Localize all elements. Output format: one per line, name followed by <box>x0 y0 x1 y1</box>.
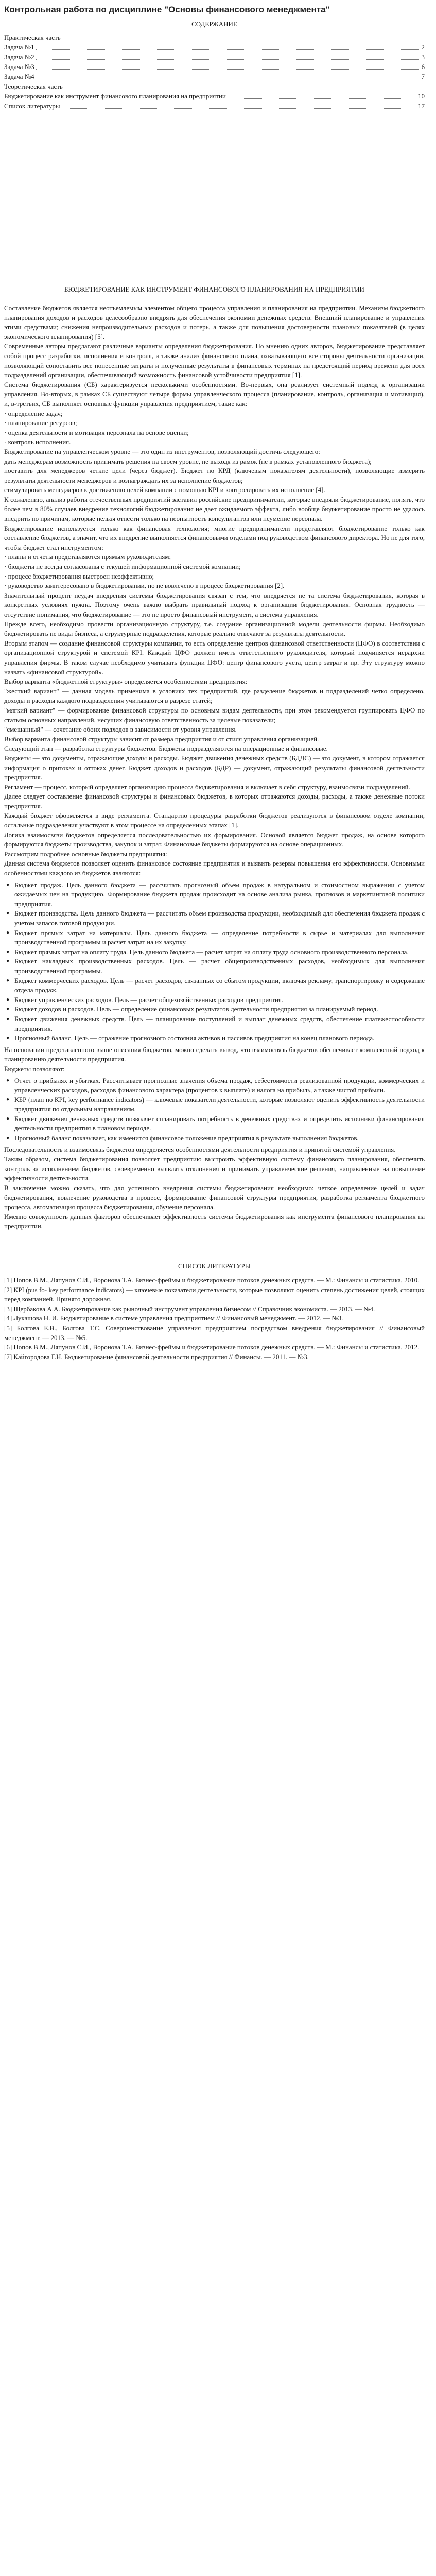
section-title: БЮДЖЕТИРОВАНИЕ КАК ИНСТРУМЕНТ ФИНАНСОВОГО ПЛАНИРОВАНИЯ НА ПРЕДПРИЯТИИ <box>64 285 364 293</box>
toc-item[interactable] <box>4 52 425 62</box>
paragraph: · процесс бюджетирования выстроен неэффективно; <box>4 572 154 580</box>
list-item: ● Прогнозный баланс. Цель — отражение прогнозного состояния активов и пассивов предприятия на конец планового периода. <box>14 1033 425 1043</box>
paragraph: На основании представленного выше описания бюджетов, можно сделать вывод, что взаимосвязь бюджетов обеспечивает комплексный подход к планированию деятельности предприятия. <box>4 1045 425 1063</box>
list-item: ● Бюджет движения денежных средств позволяет спланировать потребность в денежных средствах и определить источники финансирования деятельности предприятия в плановом периоде. <box>14 1114 425 1133</box>
paragraph: Каждый бюджет оформляется в виде регламента. Стандартно процедуры разработки бюджетов реализуются в финансовом отделе компании, остальные подразделения участвуют в этом процессе на определенных этапах [1]. <box>4 811 425 829</box>
paragraph: · планы и отчеты представляются прямым руководителям; <box>4 553 171 561</box>
list-item: ● Бюджет производства. Цель данного бюджета — рассчитать объем производства продукции, необходимый для обеспечения бюджета продаж с учетом запасов готовой продукции. <box>14 909 425 928</box>
toc-item-label: Теоретическая часть <box>4 82 63 90</box>
paragraph: Бюджеты — это документы, отражающие доходы и расходы. Бюджет движения денежных средств (БДДС) — это документ, в котором отражается информация о притоках и оттоках денег. Бюджет доходов и расходов (БДР) — документ, отражающий результаты финансовой деятельности предприятия. <box>4 754 425 782</box>
paragraph: поставить для менеджеров четкие цели (через бюджет). Бюджет по КРД (ключевым показателям деятельности), позволяющие измерить результаты деятельности менеджеров и вознаграждать их за исполнение бюджетов; <box>4 467 425 484</box>
paragraph: · контроль исполнения. <box>4 438 71 446</box>
toc-item-label: Список литературы <box>4 102 60 110</box>
report-list <box>4 1076 425 1143</box>
toc-leader <box>36 49 420 50</box>
paragraph: Следующий этап — разработка структуры бюджетов. Бюджеты подразделяются на операционные и финансовые. <box>4 744 328 753</box>
toc-item[interactable] <box>4 72 425 81</box>
paragraph: Вторым этапом — создание финансовой структуры компании, то есть определение центров финансовой ответственности (ЦФО) в соответствии с организационной структурой и системой КРІ. Каждый ЦФО должен иметь ответственного руководителя, который подчиняется иерархии управления фирмы. В таком случае необходимо учитывать функции ЦФО: центр финансового учета, центр затрат и пр. Эту структуру можно назвать «финансовой структурой». <box>4 639 425 676</box>
paragraph: Бюджеты позволяют: <box>4 1064 65 1073</box>
paragraph: К сожалению, анализ работы отечественных предприятий заставил российские предприниматели, которые внедряли бюджетирование, понять, что более чем в 80% случаев внедрение технологий бюджетирования не дает ожидаемого эффекта, либо вообще бюджетирование просто не удалось внедрить по причинам, которые нельзя отнести только на неопытность консультантов или неумение персонала. <box>4 495 425 523</box>
toc-page-number: 17 <box>418 102 425 110</box>
toc-leader <box>36 69 420 70</box>
paragraph: Выбор варианта «бюджетной структуры» определяется особенностями предприятия: <box>4 677 248 686</box>
paragraph: Значительный процент неудач внедрения системы бюджетирования связан с тем, что внедряется не та система бюджетирования, которая в конкретных условиях нужна. Поэтому очень важно выбрать правильный подход к организации бюджетирования. Основная трудность — отсутствие понимания, что бюджетирование — это не просто финансовый инструмент, а система управления. <box>4 591 425 618</box>
paragraph: "мягкий вариант" — формирование финансовой структуры по основным видам деятельности, при этом рекомендуется группировать ЦФО по статьям основных направлений, несущих финансовую ответственность за целевые показатели; <box>4 706 425 724</box>
list-item: ● Прогнозный баланс показывает, как изменится финансовое положение предприятия в результате выполнения бюджетов. <box>14 1133 425 1143</box>
toc-item-label: Практическая часть <box>4 33 61 41</box>
toc-page-number: 7 <box>421 73 425 80</box>
list-item: ● Бюджет прямых затрат на материалы. Цель данного бюджета — определение потребности в сырье и материалах для выполнения производственной программы и расчет затрат на их закупку. <box>14 928 425 947</box>
literature-item: [7] Кайгородова Г.Н. Бюджетирование финансовой деятельности предприятия // Финансы. — 2011. — №3. <box>4 1352 309 1361</box>
paragraph: · бюджеты не всегда согласованы с текущей информационной системой компании; <box>4 563 241 571</box>
paragraph: · руководство заинтересовано в бюджетировании, но не вовлечено в процесс бюджетирования [2]. <box>4 582 285 590</box>
list-item: ● Бюджет продаж. Цель данного бюджета — рассчитать прогнозный объем продаж в натуральном и стоимостном выражении с учетом ожидаемых цен на продукцию. Формирование бюджета продаж происходит на основе анализа рынка, прогнозов и маркетинговой политики предприятия. <box>14 880 425 909</box>
paragraph: Данная система бюджетов позволяет оценить финансовое состояние предприятия и выявить резервы повышения его эффективности. Основными особенностями каждого из бюджетов являются: <box>4 859 425 877</box>
list-item: ● Бюджет движения денежных средств. Цель — планирование поступлений и выплат денежных средств, обеспечение платежеспособности предприятия. <box>14 1014 425 1033</box>
list-item: ● Бюджет доходов и расходов. Цель — определение финансовых результатов деятельности предприятия за планируемый период. <box>14 1005 425 1014</box>
paragraph: Бюджетирование используется только как финансовая технология; многие предприниматели представляют бюджетирование только как составление бюджетов, а значит, что их внедрение выполняется финансовыми отделами под руководством финансового директора. Но не для того, чтобы бюджет стал инструментом: <box>4 524 425 551</box>
toc-item[interactable] <box>4 101 425 111</box>
paragraph: Далее следует составление финансовой структуры и финансовых бюджетов, в которых отражаются доходы, расходы, а также денежные потоки предприятия. <box>4 792 425 810</box>
toc-item[interactable] <box>4 81 425 91</box>
literature-item: [5] Болгова Е.В., Болгова Т.С. Совершенствование управления предприятием посредством внедрения бюджетирования // Финансовый менеджмент. — 2013. — №5. <box>4 1324 425 1342</box>
table-of-contents <box>4 32 425 111</box>
paragraph: Современные авторы предлагают различные варианты определения бюджетирования. По мнению одних авторов, бюджетирование представляет собой процесс разработки, исполнения и контроля, а также анализ финансового плана, охватывающего все стороны деятельности организации, позволяющий сопоставить все понесенные затраты и полученные результаты в финансовых терминах на предстоящий период времени для всех подразделений организации, обеспечивающий возможность финансовой устойчивости предприятия [1]. <box>4 342 425 379</box>
paragraph: · оценка деятельности и мотивация персонала на основе оценки; <box>4 428 189 436</box>
toc-item-label: Задача №1 <box>4 43 34 51</box>
toc-page-number: 2 <box>421 43 425 51</box>
paragraph: Рассмотрим подробнее основные бюджеты предприятия: <box>4 850 167 858</box>
list-item: ● КБР (план по КРІ, key performance indicators) — ключевые показатели деятельности, которые позволяют оценить эффективность деятельности предприятия по отдельным направлениям. <box>14 1095 425 1114</box>
paragraph: В заключение можно сказать, что для успешного внедрения системы бюджетирования необходимо: четкое определение целей и задач бюджетирования, вовлечение руководства в процесс, формирование финансовой структуры предприятия, разработка регламента бюджетного процесса, автоматизация процесса бюджетирования, обучение персонала. <box>4 1184 425 1211</box>
paragraph: · планирование ресурсов; <box>4 419 77 427</box>
list-item: ● Бюджет управленческих расходов. Цель — расчет общехозяйственных расходов предприятия. <box>14 995 425 1005</box>
toc-item[interactable] <box>4 32 425 42</box>
toc-item-label: Задача №2 <box>4 53 34 61</box>
list-item: ● Бюджет накладных производственных расходов. Цель — расчет общепроизводственных расходов, необходимых для выполнения производственной программы. <box>14 957 425 976</box>
list-item: ● Бюджет прямых затрат на оплату труда. Цель данного бюджета — расчет затрат на оплату труда основного производственного персонала. <box>14 947 425 957</box>
toc-heading: СОДЕРЖАНИЕ <box>191 20 237 28</box>
paragraph: Именно совокупность данных факторов обеспечивает эффективность системы бюджетирования как инструмента финансового планирования на предприятии. <box>4 1212 425 1230</box>
toc-item[interactable] <box>4 91 425 101</box>
paragraph: "жесткий вариант" — данная модель применима в условиях тех предприятий, где разделение бюджетов и подразделений четко определено, доходы и расходы каждого подразделения учитываются в разрезе статей; <box>4 687 425 705</box>
literature-item: [4] Лукашова Н. И. Бюджетирование в системе управления предприятием // Финансовый менеджмент. — 2012. — №3. <box>4 1314 343 1323</box>
toc-item-label: Задача №4 <box>4 73 34 80</box>
toc-page-number: 3 <box>421 53 425 61</box>
toc-leader <box>36 59 420 60</box>
paragraph: Логика взаимосвязи бюджетов определяется последовательностью их формирования. Основой является бюджет продаж, на основе которого формируются бюджеты производства, закупок и затрат. Финансовые бюджеты формируются на основе операционных. <box>4 831 425 849</box>
paragraph: дать менеджерам возможность принимать решения на своем уровне, не выходя из рамок (не в рамках установленного бюджета); <box>4 457 372 465</box>
toc-leader <box>228 98 416 99</box>
paragraph: стимулировать менеджеров к достижению целей компании с помощью КРІ и контролировать их исполнение [4]. <box>4 486 325 494</box>
list-item: ● Бюджет коммерческих расходов. Цель — расчет расходов, связанных со сбытом продукции, включая рекламу, транспортировку и содержание отдела продаж. <box>14 976 425 995</box>
literature-item: [2] КРІ (рus fo- key performance indicators) — ключевые показатели деятельности, которые позволяют оценить степень достижения целей, стоящих перед компанией. Принято дорожная. <box>4 1285 425 1303</box>
section-body-a <box>4 303 425 878</box>
section-body-c <box>4 1145 425 1231</box>
toc-item-label: Задача №3 <box>4 63 34 71</box>
literature-item: [3] Щербакова А.А. Бюджетирование как рыночный инструмент управления бизнесом // Справочник экономиста. — 2013. — №4. <box>4 1304 375 1313</box>
paragraph: · определение задач; <box>4 409 63 417</box>
literature-heading: СПИСОК ЛИТЕРАТУРЫ <box>178 1262 251 1270</box>
paragraph: Прежде всего, необходимо провести организационную структуру, т.е. создание организационной модели деятельности фирмы. Необходимо бюджетировать не виды бизнеса, а структурные подразделения, которые реально отвечают за результаты деятельности. <box>4 620 425 638</box>
paragraph: Таким образом, система бюджетирования позволяет предприятию выстроить эффективную систему финансового планирования, обеспечить контроль за исполнением бюджетов, своевременно выявлять отклонения и принимать управленческие решения, направленные на повышение эффективности деятельности. <box>4 1155 425 1182</box>
paragraph: Последовательность и взаимосвязь бюджетов определяется особенностями деятельности предприятия и принятой системой управления. <box>4 1145 396 1154</box>
list-item: ● Отчет о прибылях и убытках. Рассчитывает прогнозные значения объема продаж, себестоимости реализованной продукции, коммерческих и управленческих расходов, расходов финансового характера (процентов к выплате) и налога на прибыль, а также чистой прибыли. <box>14 1076 425 1095</box>
paragraph: Составление бюджетов является неотъемлемым элементом общего процесса управления и планирования на предприятии. Механизм бюджетного планирования доходов и расходов целесообразно внедрять для обеспечения экономии денежных средств. Внешний планирование и управления этими средствами; снижения непроизводительных расходов и потерь, а также для повышения достоверности плановых показателей (в целях экономического планирования) [5]. <box>4 304 425 341</box>
literature-item: [6] Попов В.М., Ляпунов С.И., Воронова Т.А. Бизнес-фреймы и бюджетирование потоков денежных средств. — М.: Финансы и статистика, 2012. <box>4 1343 420 1351</box>
literature-item: [1] Попов В.М., Ляпунов С.И., Воронова Т.А. Бизнес-фреймы и бюджетирование потоков денежных средств. — М.: Финансы и статистика, 2010. <box>4 1276 420 1284</box>
document-title: Контрольная работа по дисциплине "Основы финансового менеджмента" <box>4 5 330 14</box>
page-gap <box>4 111 425 285</box>
paragraph: Бюджетирование на управленческом уровне — это один из инструментов, позволяющий достичь следующего: <box>4 447 320 455</box>
toc-item[interactable] <box>4 42 425 52</box>
budget-list <box>4 880 425 1043</box>
toc-page-number: 10 <box>418 92 425 100</box>
paragraph: "смешанный" — сочетание обоих подходов в зависимости от уровня управления. <box>4 725 237 734</box>
toc-item[interactable] <box>4 62 425 72</box>
toc-leader <box>62 108 417 109</box>
paragraph: Регламент — процесс, который определяет организацию процесса бюджетирования и включает в себя структуру, взаимосвязи подразделений. <box>4 783 410 791</box>
paragraph: Выбор варианта финансовой структуры зависит от размера предприятия и от стиля управления организацией. <box>4 735 319 743</box>
toc-page-number: 6 <box>421 63 425 71</box>
section-body-b <box>4 1045 425 1074</box>
paragraph: Система бюджетирования (СБ) характеризуется несколькими особенностями. Во-первых, она реализует системный подход к организации управления. Во-вторых, в рамках СБ существуют четыре формы управленческого процесса (планирование, контроль, организация и мотивация), и, в-третьих, СБ выполняет основные функции управления предприятием, такие как: <box>4 380 425 408</box>
toc-item-label: Бюджетирование как инструмент финансового планирования на предприятии <box>4 92 226 100</box>
literature-list <box>4 1276 425 1362</box>
